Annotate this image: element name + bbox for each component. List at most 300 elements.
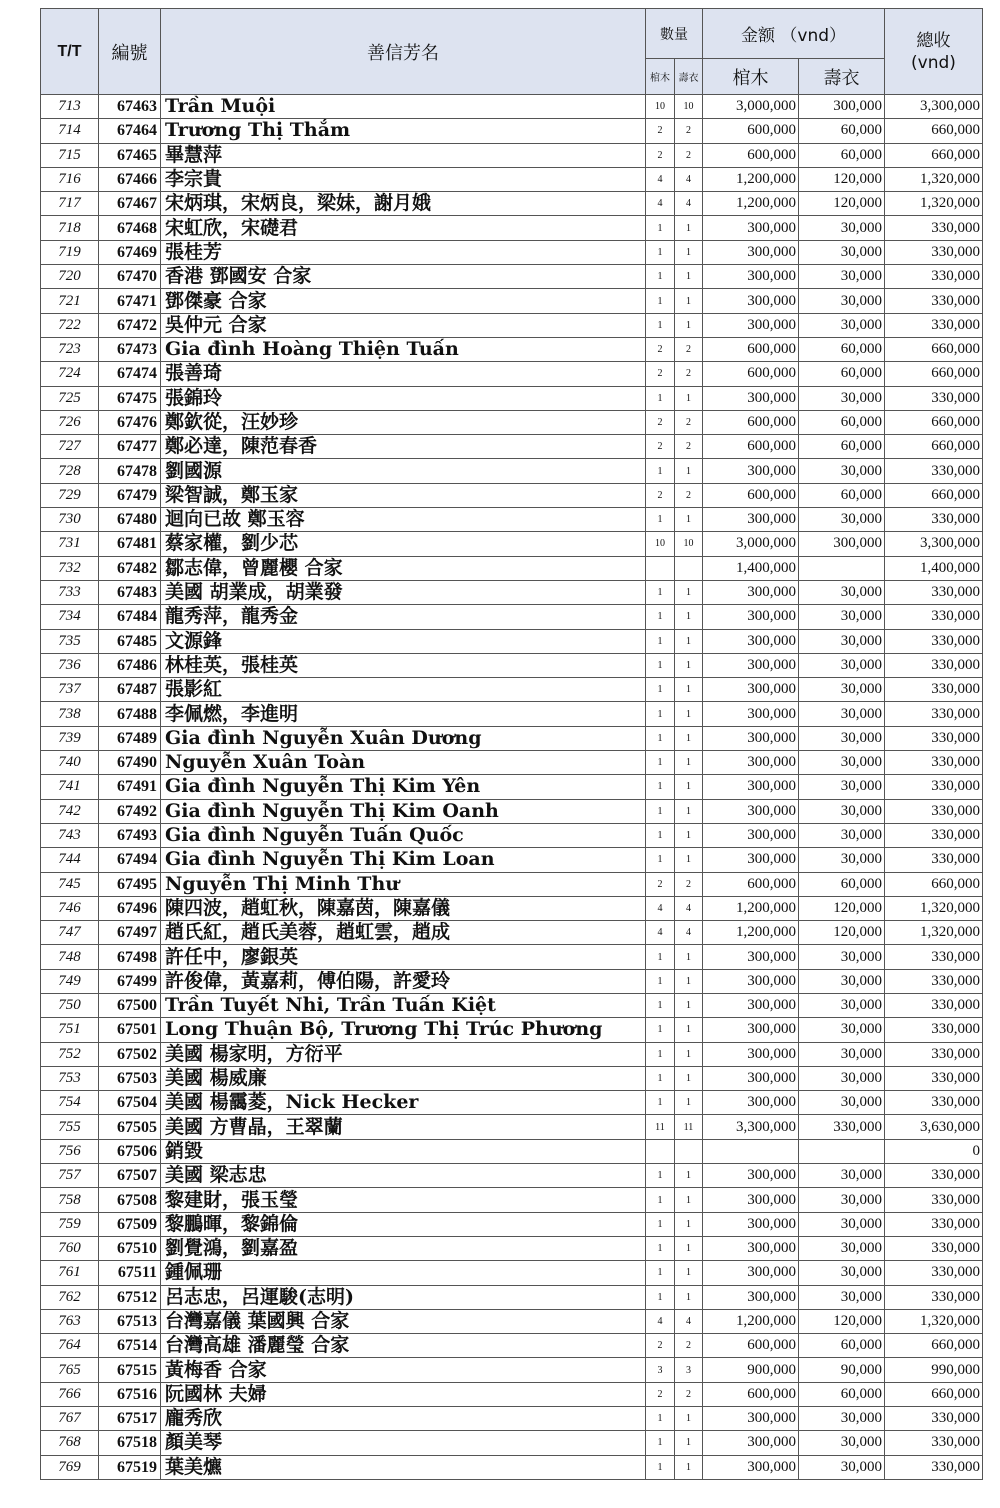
- qty-shroud: 1: [675, 216, 703, 240]
- amount-shroud: 120,000: [799, 192, 885, 216]
- qty-shroud: 1: [675, 945, 703, 969]
- amount-coffin: 600,000: [703, 872, 799, 896]
- amount-total: 660,000: [885, 435, 983, 459]
- entry-code: 67495: [99, 872, 161, 896]
- row-number: 738: [41, 702, 99, 726]
- table-row: [41, 556, 983, 580]
- table-row: [41, 629, 983, 653]
- row-number: 724: [41, 362, 99, 386]
- table-row: [41, 532, 983, 556]
- table-row: [41, 1358, 983, 1382]
- amount-shroud: 60,000: [799, 410, 885, 434]
- amount-shroud: 30,000: [799, 993, 885, 1017]
- table-row: [41, 313, 983, 337]
- entry-code: 67463: [99, 95, 161, 119]
- donor-name: 鄭必達，陳范春香: [161, 435, 646, 459]
- entry-code: 67515: [99, 1358, 161, 1382]
- row-number: 725: [41, 386, 99, 410]
- header-tt: T/T: [41, 9, 99, 95]
- amount-coffin: 600,000: [703, 435, 799, 459]
- qty-coffin: 2: [646, 872, 675, 896]
- amount-shroud: 30,000: [799, 945, 885, 969]
- amount-total: 330,000: [885, 653, 983, 677]
- amount-coffin: 300,000: [703, 1407, 799, 1431]
- amount-shroud: 30,000: [799, 265, 885, 289]
- amount-coffin: 300,000: [703, 265, 799, 289]
- qty-coffin: 1: [646, 775, 675, 799]
- qty-coffin: 2: [646, 483, 675, 507]
- amount-coffin: 300,000: [703, 1236, 799, 1260]
- amount-shroud: 30,000: [799, 1236, 885, 1260]
- amount-coffin: 300,000: [703, 702, 799, 726]
- donor-name: 陳四波，趙虹秋，陳嘉茵，陳嘉儀: [161, 896, 646, 920]
- row-number: 727: [41, 435, 99, 459]
- table-row: [41, 678, 983, 702]
- table-body: [41, 95, 983, 1480]
- entry-code: 67492: [99, 799, 161, 823]
- amount-coffin: 600,000: [703, 1382, 799, 1406]
- row-number: 763: [41, 1309, 99, 1333]
- table-row: [41, 192, 983, 216]
- qty-shroud: 1: [675, 1431, 703, 1455]
- amount-coffin: 600,000: [703, 362, 799, 386]
- qty-shroud: 1: [675, 848, 703, 872]
- qty-coffin: 1: [646, 216, 675, 240]
- entry-code: 67464: [99, 119, 161, 143]
- table-row: [41, 143, 983, 167]
- qty-coffin: 2: [646, 143, 675, 167]
- row-number: 746: [41, 896, 99, 920]
- row-number: 713: [41, 95, 99, 119]
- row-number: 720: [41, 265, 99, 289]
- amount-total: 330,000: [885, 1042, 983, 1066]
- table-row: [41, 167, 983, 191]
- row-number: 726: [41, 410, 99, 434]
- entry-code: 67494: [99, 848, 161, 872]
- amount-total: 330,000: [885, 1212, 983, 1236]
- donor-name: Trần Tuyết Nhi, Trần Tuấn Kiệt: [161, 993, 646, 1017]
- entry-code: 67478: [99, 459, 161, 483]
- qty-coffin: 1: [646, 653, 675, 677]
- header-quantity: 數量: [646, 9, 703, 59]
- amount-coffin: 300,000: [703, 945, 799, 969]
- qty-coffin: 1: [646, 1042, 675, 1066]
- entry-code: 67482: [99, 556, 161, 580]
- entry-code: 67468: [99, 216, 161, 240]
- entry-code: 67496: [99, 896, 161, 920]
- row-number: 765: [41, 1358, 99, 1382]
- table-row: [41, 848, 983, 872]
- amount-shroud: 120,000: [799, 167, 885, 191]
- amount-shroud: 30,000: [799, 580, 885, 604]
- amount-coffin: 300,000: [703, 1212, 799, 1236]
- qty-shroud: 1: [675, 240, 703, 264]
- amount-shroud: 30,000: [799, 1018, 885, 1042]
- table-row: [41, 605, 983, 629]
- qty-coffin: 1: [646, 799, 675, 823]
- row-number: 756: [41, 1139, 99, 1163]
- amount-total: 330,000: [885, 580, 983, 604]
- amount-total: 330,000: [885, 605, 983, 629]
- amount-shroud: 30,000: [799, 459, 885, 483]
- table-row: [41, 1407, 983, 1431]
- qty-shroud: 1: [675, 726, 703, 750]
- qty-shroud: 1: [675, 1066, 703, 1090]
- amount-coffin: 3,000,000: [703, 95, 799, 119]
- table-row: [41, 580, 983, 604]
- row-number: 747: [41, 921, 99, 945]
- entry-code: 67516: [99, 1382, 161, 1406]
- amount-shroud: 300,000: [799, 532, 885, 556]
- qty-shroud: 1: [675, 969, 703, 993]
- row-number: 714: [41, 119, 99, 143]
- amount-coffin: 1,200,000: [703, 167, 799, 191]
- donor-name: 鄭欽從，汪妙珍: [161, 410, 646, 434]
- qty-coffin: 11: [646, 1115, 675, 1139]
- amount-shroud: 60,000: [799, 1334, 885, 1358]
- table-row: [41, 993, 983, 1017]
- qty-shroud: 4: [675, 921, 703, 945]
- qty-coffin: 1: [646, 823, 675, 847]
- donor-name: 劉國源: [161, 459, 646, 483]
- amount-coffin: 300,000: [703, 653, 799, 677]
- qty-shroud: 10: [675, 532, 703, 556]
- entry-code: 67471: [99, 289, 161, 313]
- qty-shroud: 4: [675, 1309, 703, 1333]
- amount-total: 330,000: [885, 1455, 983, 1479]
- amount-shroud: 60,000: [799, 119, 885, 143]
- table-row: [41, 823, 983, 847]
- amount-coffin: 300,000: [703, 1261, 799, 1285]
- table-row: [41, 775, 983, 799]
- amount-coffin: 300,000: [703, 775, 799, 799]
- amount-coffin: 300,000: [703, 313, 799, 337]
- entry-code: 67472: [99, 313, 161, 337]
- row-number: 752: [41, 1042, 99, 1066]
- table-row: [41, 1018, 983, 1042]
- row-number: 728: [41, 459, 99, 483]
- qty-shroud: 1: [675, 605, 703, 629]
- amount-shroud: 30,000: [799, 1455, 885, 1479]
- qty-coffin: 1: [646, 508, 675, 532]
- amount-coffin: 1,200,000: [703, 896, 799, 920]
- amount-coffin: 600,000: [703, 337, 799, 361]
- row-number: 722: [41, 313, 99, 337]
- qty-shroud: 4: [675, 167, 703, 191]
- qty-shroud: 1: [675, 629, 703, 653]
- amount-total: 1,400,000: [885, 556, 983, 580]
- donor-name: 台灣嘉儀 葉國興 合家: [161, 1309, 646, 1333]
- qty-shroud: 4: [675, 192, 703, 216]
- row-number: 751: [41, 1018, 99, 1042]
- donor-name: Gia đình Nguyễn Thị Kim Yên: [161, 775, 646, 799]
- qty-shroud: 1: [675, 993, 703, 1017]
- amount-shroud: 90,000: [799, 1358, 885, 1382]
- amount-coffin: 300,000: [703, 1042, 799, 1066]
- qty-coffin: 1: [646, 313, 675, 337]
- qty-coffin: 2: [646, 435, 675, 459]
- row-number: 757: [41, 1164, 99, 1188]
- amount-total: 330,000: [885, 508, 983, 532]
- entry-code: 67474: [99, 362, 161, 386]
- amount-shroud: 30,000: [799, 1042, 885, 1066]
- donor-name: 宋虹欣，宋礎君: [161, 216, 646, 240]
- header-total: 總收 (vnd): [885, 9, 983, 95]
- table-row: [41, 95, 983, 119]
- table-row: [41, 1455, 983, 1479]
- table-row: [41, 508, 983, 532]
- row-number: 755: [41, 1115, 99, 1139]
- amount-total: 3,300,000: [885, 532, 983, 556]
- entry-code: 67481: [99, 532, 161, 556]
- amount-total: 330,000: [885, 265, 983, 289]
- amount-total: 1,320,000: [885, 167, 983, 191]
- qty-coffin: 4: [646, 896, 675, 920]
- qty-coffin: 2: [646, 362, 675, 386]
- entry-code: 67466: [99, 167, 161, 191]
- qty-shroud: 1: [675, 1091, 703, 1115]
- amount-shroud: 120,000: [799, 1309, 885, 1333]
- donor-name: Nguyễn Xuân Toàn: [161, 751, 646, 775]
- entry-code: 67506: [99, 1139, 161, 1163]
- donor-name: 李佩燃，李進明: [161, 702, 646, 726]
- donor-name: 畢慧萍: [161, 143, 646, 167]
- entry-code: 67508: [99, 1188, 161, 1212]
- amount-total: 660,000: [885, 872, 983, 896]
- amount-total: 3,630,000: [885, 1115, 983, 1139]
- header-qty-shroud: 壽衣: [675, 59, 703, 95]
- qty-coffin: 1: [646, 1091, 675, 1115]
- entry-code: 67470: [99, 265, 161, 289]
- amount-coffin: 900,000: [703, 1358, 799, 1382]
- qty-coffin: 1: [646, 1066, 675, 1090]
- qty-coffin: 1: [646, 945, 675, 969]
- qty-coffin: [646, 1139, 675, 1163]
- donor-name: Trương Thị Thắm: [161, 119, 646, 143]
- amount-coffin: 300,000: [703, 1018, 799, 1042]
- entry-code: 67517: [99, 1407, 161, 1431]
- table-row: [41, 702, 983, 726]
- amount-shroud: 60,000: [799, 143, 885, 167]
- amount-total: 1,320,000: [885, 896, 983, 920]
- entry-code: 67467: [99, 192, 161, 216]
- qty-shroud: 1: [675, 1212, 703, 1236]
- amount-shroud: 60,000: [799, 337, 885, 361]
- table-row: [41, 1382, 983, 1406]
- donor-name: 黃梅香 合家: [161, 1358, 646, 1382]
- donor-name: 吳仲元 合家: [161, 313, 646, 337]
- amount-coffin: 300,000: [703, 1066, 799, 1090]
- amount-coffin: 600,000: [703, 1334, 799, 1358]
- donor-name: 迴向已故 鄭玉容: [161, 508, 646, 532]
- entry-code: 67493: [99, 823, 161, 847]
- amount-total: 330,000: [885, 1431, 983, 1455]
- header-amt-coffin: 棺木: [703, 59, 799, 95]
- qty-coffin: 10: [646, 532, 675, 556]
- qty-coffin: 1: [646, 969, 675, 993]
- donor-name: 美國 方曹晶，王翠蘭: [161, 1115, 646, 1139]
- row-number: 741: [41, 775, 99, 799]
- donor-name: Long Thuận Bộ, Trương Thị Trúc Phương: [161, 1018, 646, 1042]
- donor-name: 台灣高雄 潘麗瑩 合家: [161, 1334, 646, 1358]
- amount-total: 330,000: [885, 993, 983, 1017]
- qty-coffin: 1: [646, 1018, 675, 1042]
- row-number: 717: [41, 192, 99, 216]
- amount-shroud: 30,000: [799, 216, 885, 240]
- amount-coffin: 300,000: [703, 580, 799, 604]
- amount-coffin: 300,000: [703, 1455, 799, 1479]
- row-number: 716: [41, 167, 99, 191]
- qty-shroud: 2: [675, 1334, 703, 1358]
- amount-shroud: 30,000: [799, 1212, 885, 1236]
- entry-code: 67504: [99, 1091, 161, 1115]
- qty-shroud: 1: [675, 1261, 703, 1285]
- donor-name: 張錦玲: [161, 386, 646, 410]
- entry-code: 67477: [99, 435, 161, 459]
- amount-coffin: 300,000: [703, 240, 799, 264]
- qty-shroud: 1: [675, 1042, 703, 1066]
- qty-shroud: 2: [675, 337, 703, 361]
- qty-shroud: 1: [675, 1018, 703, 1042]
- table-row: [41, 289, 983, 313]
- qty-coffin: 1: [646, 265, 675, 289]
- table-row: [41, 969, 983, 993]
- qty-coffin: 1: [646, 726, 675, 750]
- qty-shroud: 1: [675, 1188, 703, 1212]
- amount-coffin: 300,000: [703, 678, 799, 702]
- amount-coffin: 600,000: [703, 143, 799, 167]
- donor-name: 趙氏紅，趙氏美蓉，趙虹雲，趙成: [161, 921, 646, 945]
- amount-shroud: 30,000: [799, 848, 885, 872]
- donor-name: 蔡家權，劉少芯: [161, 532, 646, 556]
- donor-name: 龍秀萍，龍秀金: [161, 605, 646, 629]
- donor-name: 美國 楊靄菱，Nick Hecker: [161, 1091, 646, 1115]
- entry-code: 67519: [99, 1455, 161, 1479]
- qty-coffin: 1: [646, 702, 675, 726]
- table-row: [41, 119, 983, 143]
- table-row: [41, 459, 983, 483]
- row-number: 766: [41, 1382, 99, 1406]
- qty-shroud: 2: [675, 119, 703, 143]
- amount-shroud: 60,000: [799, 362, 885, 386]
- donor-name: 文源鋒: [161, 629, 646, 653]
- qty-shroud: [675, 556, 703, 580]
- table-row: [41, 1091, 983, 1115]
- qty-coffin: 2: [646, 410, 675, 434]
- entry-code: 67483: [99, 580, 161, 604]
- amount-total: 660,000: [885, 1334, 983, 1358]
- table-row: [41, 410, 983, 434]
- amount-shroud: 300,000: [799, 95, 885, 119]
- amount-shroud: 330,000: [799, 1115, 885, 1139]
- amount-shroud: 30,000: [799, 1188, 885, 1212]
- amount-total: 660,000: [885, 337, 983, 361]
- qty-shroud: 2: [675, 1382, 703, 1406]
- row-number: 740: [41, 751, 99, 775]
- table-row: [41, 337, 983, 361]
- table-header: [41, 9, 983, 95]
- donor-name: 宋炳琪，宋炳良，梁妹，謝月娥: [161, 192, 646, 216]
- qty-coffin: 1: [646, 1164, 675, 1188]
- donation-ledger-table: [40, 8, 983, 1480]
- table-row: [41, 945, 983, 969]
- amount-coffin: 300,000: [703, 459, 799, 483]
- amount-shroud: 30,000: [799, 1285, 885, 1309]
- qty-shroud: 1: [675, 653, 703, 677]
- amount-total: 330,000: [885, 726, 983, 750]
- amount-coffin: 300,000: [703, 1164, 799, 1188]
- qty-coffin: 1: [646, 1261, 675, 1285]
- row-number: 723: [41, 337, 99, 361]
- amount-shroud: 30,000: [799, 969, 885, 993]
- amount-coffin: 300,000: [703, 799, 799, 823]
- donor-name: 美國 楊威廉: [161, 1066, 646, 1090]
- qty-shroud: 1: [675, 702, 703, 726]
- amount-shroud: 120,000: [799, 921, 885, 945]
- amount-total: 330,000: [885, 848, 983, 872]
- qty-coffin: 1: [646, 993, 675, 1017]
- row-number: 742: [41, 799, 99, 823]
- row-number: 750: [41, 993, 99, 1017]
- amount-shroud: 30,000: [799, 678, 885, 702]
- donor-name: 香港 鄧國安 合家: [161, 265, 646, 289]
- donor-name: Gia đình Hoàng Thiện Tuấn: [161, 337, 646, 361]
- qty-coffin: 4: [646, 167, 675, 191]
- entry-code: 67503: [99, 1066, 161, 1090]
- qty-shroud: 4: [675, 896, 703, 920]
- qty-coffin: 1: [646, 1236, 675, 1260]
- table-row: [41, 1261, 983, 1285]
- amount-total: 330,000: [885, 240, 983, 264]
- entry-code: 67501: [99, 1018, 161, 1042]
- entry-code: 67510: [99, 1236, 161, 1260]
- qty-shroud: 1: [675, 580, 703, 604]
- table-row: [41, 1139, 983, 1163]
- amount-total: 330,000: [885, 799, 983, 823]
- qty-coffin: 3: [646, 1358, 675, 1382]
- table-row: [41, 896, 983, 920]
- table-row: [41, 1431, 983, 1455]
- qty-shroud: 1: [675, 775, 703, 799]
- table-row: [41, 265, 983, 289]
- amount-coffin: 300,000: [703, 289, 799, 313]
- amount-shroud: 30,000: [799, 629, 885, 653]
- qty-shroud: 1: [675, 751, 703, 775]
- entry-code: 67490: [99, 751, 161, 775]
- amount-shroud: 30,000: [799, 313, 885, 337]
- amount-total: 330,000: [885, 459, 983, 483]
- row-number: 748: [41, 945, 99, 969]
- donor-name: 張善琦: [161, 362, 646, 386]
- amount-coffin: 1,200,000: [703, 921, 799, 945]
- amount-coffin: 300,000: [703, 605, 799, 629]
- amount-total: 330,000: [885, 775, 983, 799]
- amount-shroud: [799, 556, 885, 580]
- amount-total: 330,000: [885, 1188, 983, 1212]
- amount-shroud: 30,000: [799, 386, 885, 410]
- row-number: 768: [41, 1431, 99, 1455]
- amount-coffin: 300,000: [703, 1285, 799, 1309]
- qty-shroud: 3: [675, 1358, 703, 1382]
- amount-shroud: 30,000: [799, 1164, 885, 1188]
- row-number: 767: [41, 1407, 99, 1431]
- row-number: 753: [41, 1066, 99, 1090]
- row-number: 730: [41, 508, 99, 532]
- amount-coffin: 300,000: [703, 508, 799, 532]
- donor-name: 銷毀: [161, 1139, 646, 1163]
- amount-total: 330,000: [885, 313, 983, 337]
- amount-total: 330,000: [885, 1018, 983, 1042]
